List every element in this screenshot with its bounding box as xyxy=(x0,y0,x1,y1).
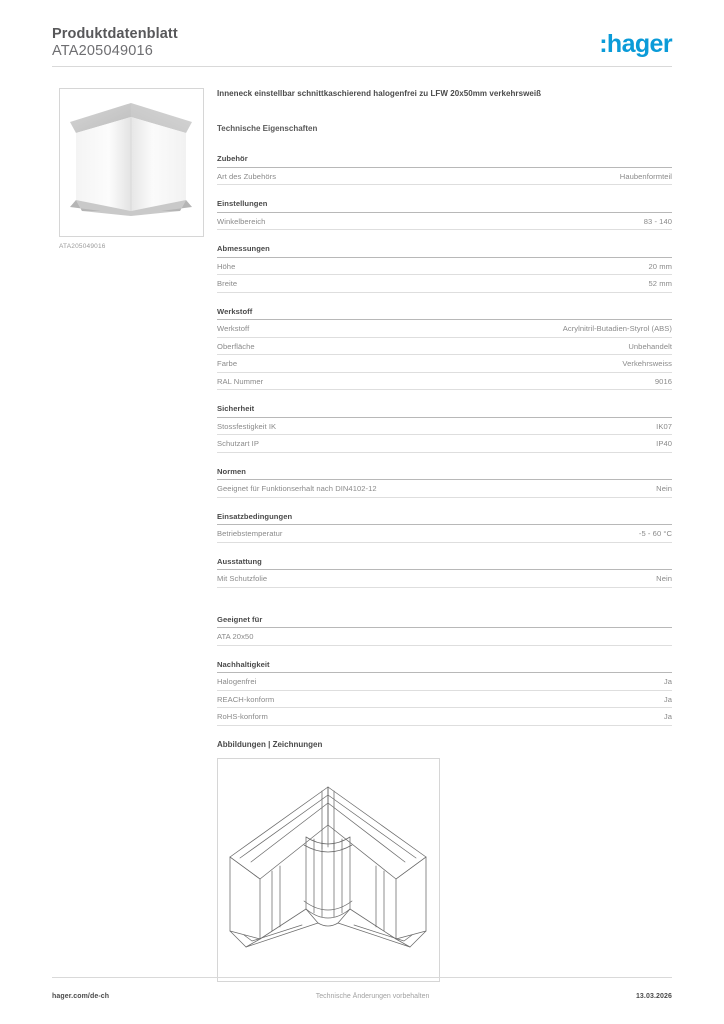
spec-value: Nein xyxy=(656,574,672,583)
spec-group-heading: Abmessungen xyxy=(217,244,672,258)
spec-label: Werkstoff xyxy=(217,324,250,333)
spec-group-heading: Werkstoff xyxy=(217,307,672,321)
footer-date: 13.03.2026 xyxy=(635,993,672,1000)
spec-group-heading: Einsatzbedingungen xyxy=(217,512,672,526)
spec-label: Winkelbereich xyxy=(217,216,266,226)
spec-value: -5 - 60 °C xyxy=(638,529,672,538)
spec-group xyxy=(217,244,672,293)
spec-value: Verkehrsweiss xyxy=(622,359,672,368)
spec-value: Unbehandelt xyxy=(628,341,672,351)
spec-group-heading: Einstellungen xyxy=(217,199,672,213)
spec-row xyxy=(217,628,672,646)
header-divider xyxy=(52,66,672,67)
spec-group-heading: Nachhaltigkeit xyxy=(217,660,672,674)
spec-label: Betriebstemperatur xyxy=(217,529,283,538)
spec-row xyxy=(217,708,672,726)
spec-value: Ja xyxy=(663,694,672,704)
spec-label: RoHS-konform xyxy=(217,712,268,721)
main-content xyxy=(217,88,672,982)
spec-row xyxy=(217,435,672,453)
spec-table xyxy=(217,154,672,726)
spec-row xyxy=(217,355,672,373)
spec-label: Oberfläche xyxy=(217,341,255,351)
spec-row xyxy=(217,338,672,356)
spec-group xyxy=(217,404,672,453)
spec-row xyxy=(217,258,672,276)
spec-group-heading: Ausstattung xyxy=(217,557,672,571)
spec-row xyxy=(217,168,672,186)
hager-logo: :hager xyxy=(599,30,672,58)
spec-label: Farbe xyxy=(217,359,238,368)
page-footer xyxy=(52,993,672,1000)
spec-value: 52 mm xyxy=(648,279,672,288)
spec-group xyxy=(217,557,672,588)
technical-drawing xyxy=(217,758,440,982)
spec-row xyxy=(217,673,672,691)
spec-label: Breite xyxy=(217,279,238,288)
spec-label: Mit Schutzfolie xyxy=(217,574,268,583)
spec-group xyxy=(217,615,672,646)
spec-value: 9016 xyxy=(654,376,672,386)
spec-value: IP40 xyxy=(656,439,672,448)
spec-group-heading: Geeignet für xyxy=(217,615,672,629)
drawings-heading: Abbildungen | Zeichnungen xyxy=(217,739,323,749)
product-reference: ATA205049016 xyxy=(52,43,154,59)
spec-label: Halogenfrei xyxy=(217,677,257,686)
product-description: Inneneck einstellbar schnittkaschierend halogenfrei zu LFW 20x50mm verkehrsweiß xyxy=(217,89,542,98)
spec-group-heading: Sicherheit xyxy=(217,404,672,418)
spec-label: Geeignet für Funktionserhalt nach DIN4102-12 xyxy=(217,484,377,493)
spec-group-heading: Zubehör xyxy=(217,154,672,168)
spec-row xyxy=(217,275,672,293)
spec-group xyxy=(217,512,672,543)
spec-value: Acrylnitril-Butadien-Styrol (ABS) xyxy=(562,324,672,333)
spec-label: Stossfestigkeit IK xyxy=(217,421,277,431)
spec-group xyxy=(217,199,672,230)
product-image-caption: ATA205049016 xyxy=(59,243,106,250)
spec-value: Ja xyxy=(663,712,672,721)
spec-group xyxy=(217,660,672,726)
spec-row xyxy=(217,480,672,498)
spec-value: 20 mm xyxy=(648,261,672,271)
spec-label: Höhe xyxy=(217,261,236,271)
spec-row xyxy=(217,373,672,391)
footer-divider xyxy=(52,977,672,978)
spec-row xyxy=(217,691,672,709)
spec-group xyxy=(217,467,672,498)
spec-value: Ja xyxy=(663,677,672,686)
spec-row xyxy=(217,418,672,436)
spec-label: RAL Nummer xyxy=(217,376,264,386)
technical-properties-heading: Technische Eigenschaften xyxy=(217,124,318,133)
product-image xyxy=(59,88,204,237)
footer-website[interactable]: hager.com/de-ch xyxy=(52,993,110,1000)
spec-row xyxy=(217,570,672,588)
footer-disclaimer: Technische Änderungen vorbehalten xyxy=(315,993,430,1000)
spec-group xyxy=(217,307,672,391)
spec-value: IK07 xyxy=(656,421,672,431)
spec-value: 83 - 140 xyxy=(643,216,672,226)
spec-label: Art des Zubehörs xyxy=(217,171,277,181)
spec-label: Schutzart IP xyxy=(217,439,259,448)
technical-drawing-graphic xyxy=(218,759,439,981)
spec-row xyxy=(217,320,672,338)
page-header xyxy=(52,26,672,68)
spec-group xyxy=(217,154,672,185)
spec-row xyxy=(217,525,672,543)
product-photo-graphic xyxy=(60,89,203,236)
spec-group-heading: Normen xyxy=(217,467,672,481)
spec-label: ATA 20x50 xyxy=(217,632,254,641)
spec-label: REACH-konform xyxy=(217,694,275,704)
spec-value: Nein xyxy=(656,484,672,493)
spec-value: Haubenformteil xyxy=(619,171,672,181)
spec-row xyxy=(217,213,672,231)
page-title: Produktdatenblatt xyxy=(52,26,178,42)
